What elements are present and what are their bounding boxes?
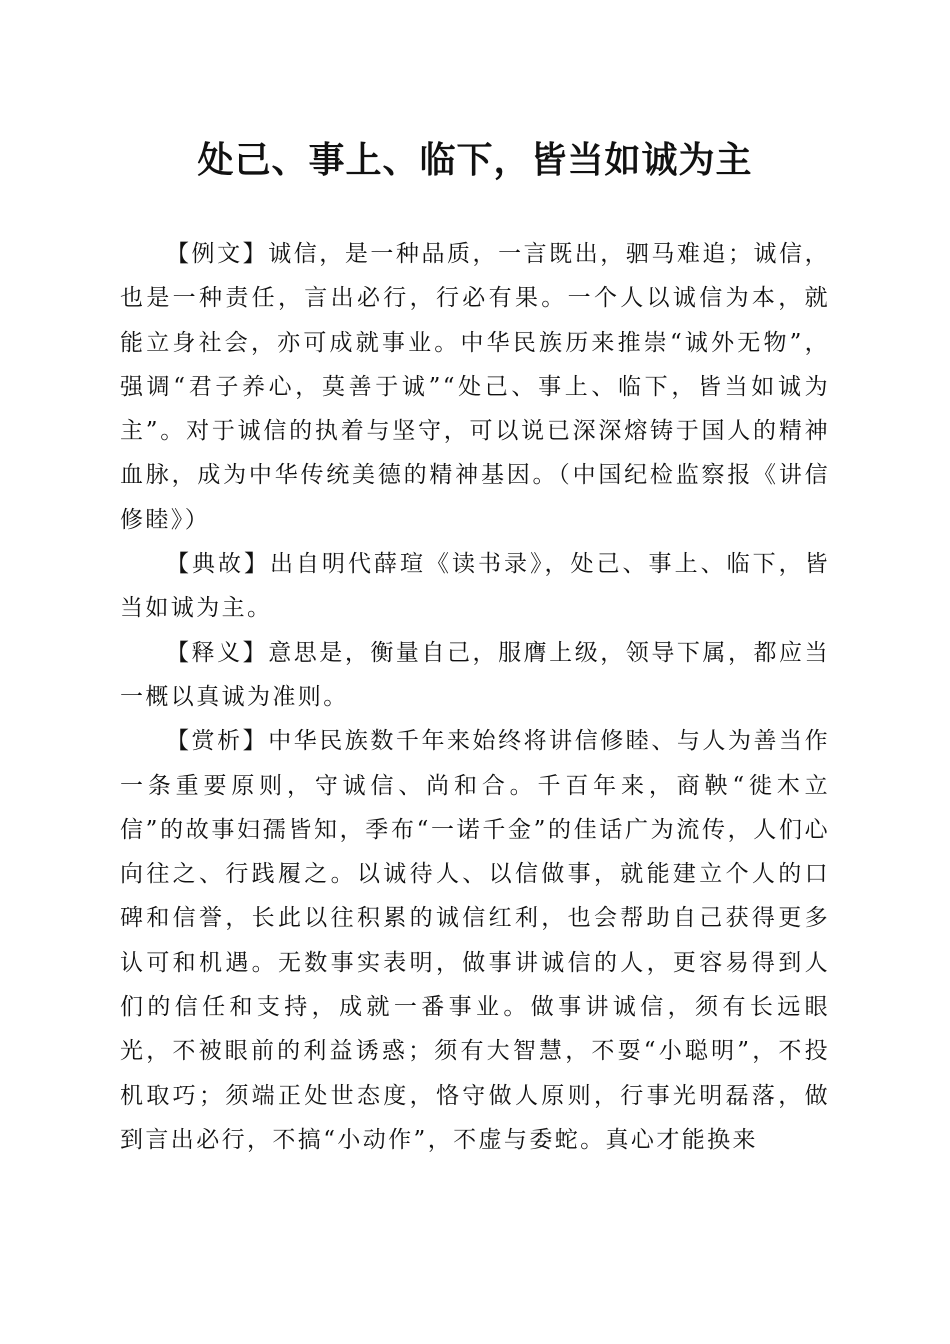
document-title: 处己、事上、临下，皆当如诚为主	[197, 139, 753, 181]
paragraph-meaning	[120, 631, 830, 720]
document-body	[120, 232, 830, 1162]
paragraph-example	[120, 232, 830, 542]
paragraph-text-meaning: 意思是，衡量自己，服膺上级，领导下属，都应当一概以真诚为准则。	[120, 639, 830, 710]
paragraph-allusion	[120, 542, 830, 631]
paragraph-tag-appreciation: 【赏析】	[166, 728, 269, 755]
paragraph-tag-example: 【例文】	[166, 241, 269, 267]
paragraph-tag-allusion: 【典故】	[166, 551, 271, 578]
paragraph-tag-meaning: 【释义】	[166, 639, 269, 666]
paragraph-appreciation	[120, 719, 830, 1162]
paragraph-text-allusion: 出自明代薛瑄《读书录》，处己、事上、临下，皆当如诚为主。	[120, 551, 830, 622]
paragraph-text-example: 诚信，是一种品质，一言既出，驷马难追；诚信，也是一种责任，言出必行，行必有果。一个人以诚信为本，就能立身社会，亦可成就事业。中华民族历来推崇“诚外无物”，强调“君子养心，莫善于诚”“处己、事上、临下，皆当如诚为主”。对于诚信的执着与坚守，可以说已深深熔铸于国人的精神血脉，成为中华传统美德的精神基因。（中国纪检监察报《讲信修睦》）	[120, 241, 830, 533]
paragraph-text-appreciation: 中华民族数千年来始终将讲信修睦、与人为善当作一条重要原则，守诚信、尚和合。千百年来，商鞅“徙木立信”的故事妇孺皆知，季布“一诺千金”的佳话广为流传，人们心向往之、行践履之。以诚待人、以信做事，就能建立个人的口碑和信誉，长此以往积累的诚信红利，也会帮助自己获得更多认可和机遇。无数事实表明，做事讲诚信的人，更容易得到人们的信任和支持，成就一番事业。做事讲诚信，须有长远眼光，不被眼前的利益诱惑；须有大智慧，不耍“小聪明”，不投机取巧；须端正处世态度，恪守做人原则，行事光明磊落，做到言出必行，不搞“小动作”，不虚与委蛇。真心才能换来	[120, 728, 830, 1153]
